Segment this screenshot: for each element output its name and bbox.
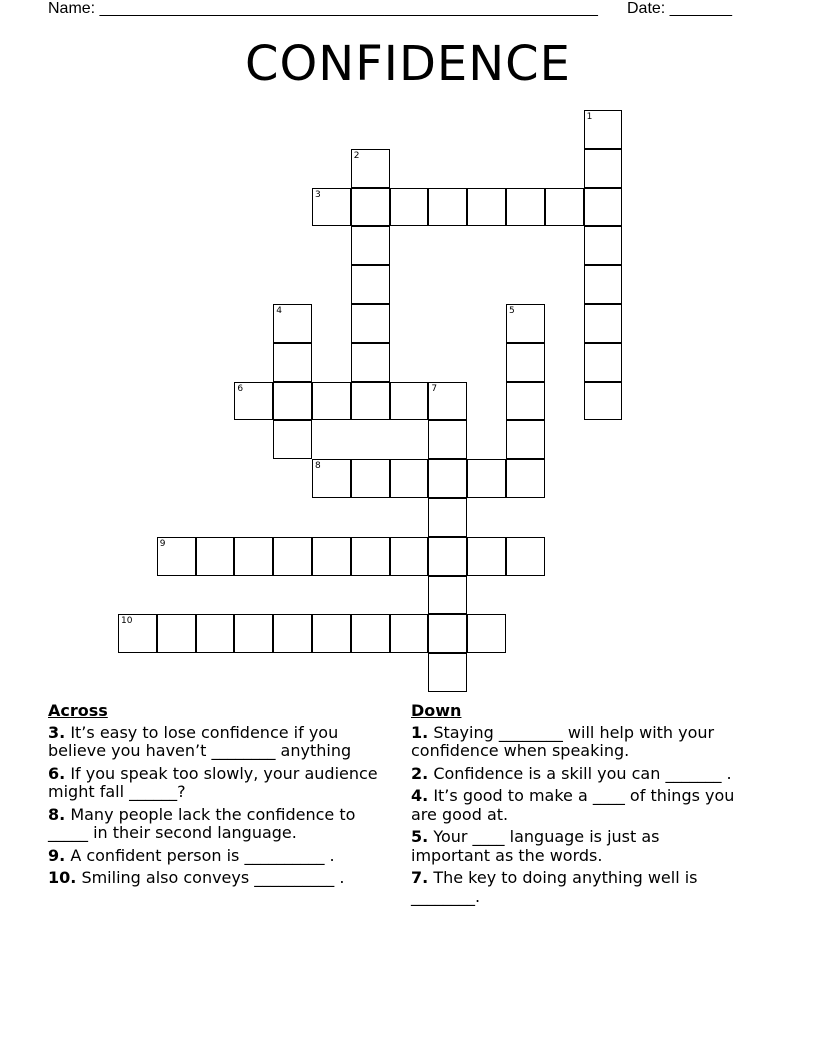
grid-cell[interactable]: [428, 614, 467, 653]
grid-cell[interactable]: [428, 382, 467, 421]
name-field[interactable]: Name: ________________________________________________________: [48, 0, 598, 17]
grid-cell[interactable]: [390, 537, 429, 576]
grid-cell[interactable]: [273, 420, 312, 459]
grid-cell[interactable]: [428, 188, 467, 227]
clue-number: 3.: [48, 722, 66, 742]
grid-cell[interactable]: [506, 343, 545, 382]
cell-number: 3: [315, 189, 321, 200]
clue-text: A confident person is __________ .: [70, 845, 335, 865]
grid-cell[interactable]: [506, 459, 545, 498]
grid-cell[interactable]: [351, 537, 390, 576]
grid-cell[interactable]: [157, 537, 196, 576]
grid-cell[interactable]: [351, 265, 390, 304]
grid-cell[interactable]: [506, 304, 545, 343]
grid-cell[interactable]: [584, 265, 623, 304]
clue-text: It’s easy to lose confidence if you believe you haven’t ________ anything: [48, 722, 352, 760]
grid-cell[interactable]: [196, 537, 235, 576]
page-title: CONFIDENCE: [244, 36, 571, 92]
clue-text: Smiling also conveys __________ .: [81, 868, 345, 887]
grid-cell[interactable]: [390, 459, 429, 498]
cell-number: 4: [276, 306, 282, 316]
grid-cell[interactable]: [584, 188, 623, 227]
grid-cell[interactable]: [118, 614, 157, 653]
grid-cell[interactable]: [196, 614, 235, 653]
grid-cell[interactable]: [545, 188, 584, 227]
grid-cell[interactable]: [390, 188, 429, 227]
grid-cell[interactable]: [428, 498, 467, 537]
grid-cell[interactable]: [312, 188, 351, 227]
grid-cell[interactable]: [584, 343, 623, 382]
down-clue: [411, 869, 741, 906]
down-clues: [411, 702, 741, 910]
grid-cell[interactable]: [273, 614, 312, 653]
grid-cell[interactable]: [351, 226, 390, 265]
grid-cell[interactable]: [390, 382, 429, 421]
grid-cell[interactable]: [312, 382, 351, 421]
grid-cell[interactable]: [351, 614, 390, 653]
cell-number: 9: [159, 538, 166, 549]
grid-cell[interactable]: [273, 382, 312, 421]
grid-cell[interactable]: [234, 614, 273, 653]
grid-cell[interactable]: [428, 576, 467, 615]
across-clue: [48, 869, 378, 888]
cell-number: 8: [315, 461, 321, 472]
across-clue: [48, 806, 378, 843]
grid-cell[interactable]: [428, 459, 467, 498]
clue-text: It’s good to make a ____ of things you are good at.: [411, 786, 735, 824]
clue-text: Many people lack the confidence to _____ in their second language.: [48, 804, 356, 842]
across-clue: [48, 765, 378, 802]
grid-cell[interactable]: [428, 420, 467, 459]
grid-cell[interactable]: [584, 304, 623, 343]
grid-cell[interactable]: [467, 188, 506, 227]
clue-number: 5.: [411, 827, 429, 846]
clue-text: Staying ________ will help with your confidence when speaking.: [411, 722, 715, 760]
clue-number: 4.: [411, 786, 429, 805]
across-heading: Across: [48, 701, 108, 720]
grid-cell[interactable]: [584, 110, 623, 149]
down-clue: [411, 787, 741, 824]
grid-cell[interactable]: [506, 188, 545, 227]
grid-cell[interactable]: [351, 382, 390, 421]
grid-cell[interactable]: [351, 459, 390, 498]
grid-cell[interactable]: [467, 614, 506, 653]
grid-cell[interactable]: [506, 420, 545, 459]
across-clue: [48, 847, 378, 866]
across-clues: [48, 702, 378, 892]
down-clue: [411, 724, 741, 761]
grid-cell[interactable]: [584, 382, 623, 421]
clue-number: 6.: [48, 763, 66, 783]
grid-cell[interactable]: [351, 343, 390, 382]
down-clue: [411, 765, 741, 784]
grid-cell[interactable]: [467, 459, 506, 498]
grid-cell[interactable]: [273, 343, 312, 382]
cell-number: 1: [586, 112, 593, 122]
down-heading: Down: [411, 701, 462, 720]
clue-text: If you speak too slowly, your audience might fall ______?: [48, 763, 378, 801]
grid-cell[interactable]: [234, 382, 273, 421]
clue-number: 9.: [48, 845, 66, 865]
clue-number: 2.: [411, 763, 429, 783]
across-clue: [48, 724, 378, 761]
grid-cell[interactable]: [273, 304, 312, 343]
clue-number: 1.: [411, 722, 429, 742]
clue-text: Confidence is a skill you can _______ .: [433, 763, 732, 783]
grid-cell[interactable]: [351, 149, 390, 188]
grid-cell[interactable]: [390, 614, 429, 653]
cell-number: 2: [353, 150, 360, 161]
cell-number: 5: [509, 306, 515, 316]
cell-number: 6: [237, 383, 244, 394]
clue-number: 8.: [48, 804, 66, 824]
down-clue: [411, 828, 741, 865]
date-field[interactable]: Date: _______: [627, 0, 732, 17]
grid-cell[interactable]: [506, 537, 545, 576]
clue-number: 7.: [411, 868, 429, 887]
grid-cell[interactable]: [351, 188, 390, 227]
grid-cell[interactable]: [312, 537, 351, 576]
grid-cell[interactable]: [428, 653, 467, 692]
clue-text: Your ____ language is just as important as the words.: [411, 827, 660, 865]
grid-cell[interactable]: [234, 537, 273, 576]
grid-cell[interactable]: [584, 149, 623, 188]
grid-cell[interactable]: [467, 537, 506, 576]
grid-cell[interactable]: [428, 537, 467, 576]
grid-cell[interactable]: [584, 226, 623, 265]
grid-cell[interactable]: [506, 382, 545, 421]
cell-number: 10: [121, 616, 133, 627]
grid-cell[interactable]: [312, 614, 351, 653]
clue-number: 10.: [48, 868, 77, 887]
grid-cell[interactable]: [157, 614, 196, 653]
clue-text: The key to doing anything well is ________.: [411, 868, 698, 906]
cell-number: 7: [431, 383, 438, 394]
grid-cell[interactable]: [351, 304, 390, 343]
grid-cell[interactable]: [273, 537, 312, 576]
grid-cell[interactable]: [312, 459, 351, 498]
